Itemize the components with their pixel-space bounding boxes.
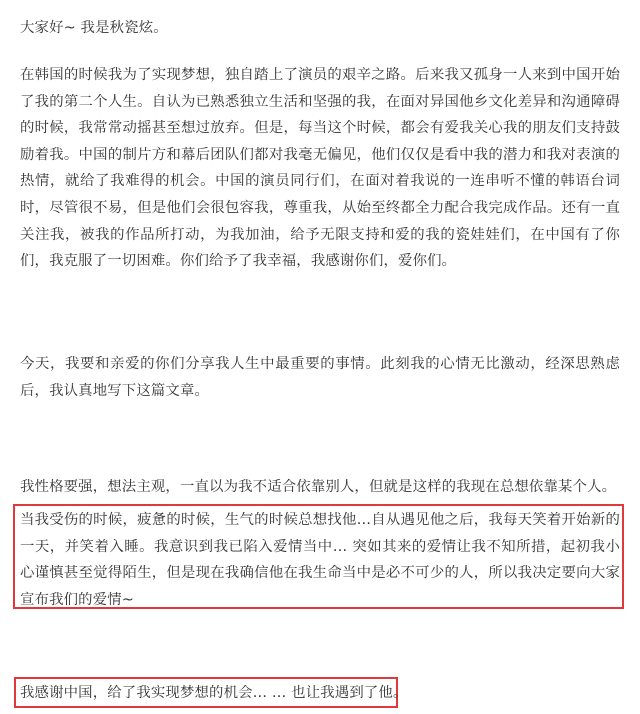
thanks-paragraph: 我感谢中国，给了我实现梦想的机会… … 也让我遇到了他。: [20, 685, 408, 701]
announcement-intro-paragraph: 今天，我要和亲爱的你们分享我人生中最重要的事情。此刻我的心情无比激动，经深思熟虑后，我认真地写下这篇文章。: [20, 356, 620, 399]
highlight-box-love: [13, 504, 624, 609]
greeting-paragraph: 大家好~ 我是秋瓷炫。: [20, 20, 168, 36]
personality-paragraph: 我性格要强，想法主观，一直以为我不适合依靠别人，但就是这样的我现在总想依靠某个人。: [20, 479, 617, 495]
highlight-box-thanks: [14, 677, 408, 708]
love-paragraph: 当我受伤的时候，疲惫的时候，生气的时候总想找他…自从遇见他之后，我每天笑着开始新的一天，并笑着入睡。我意识到我已陷入爱情当中… 突如其来的爱情让我不知所措，起初我小心谨慎甚至觉得陌生，但是现在我确信他在我生命当中是必不可少的人，所以我决定要向大家宣布我们的爱情~: [20, 512, 620, 608]
dream-paragraph: 在韩国的时候我为了实现梦想，独自踏上了演员的艰辛之路。后来我又孤身一人来到中国开始了我的第二个人生。自认为已熟悉独立生活和坚强的我，在面对异国他乡文化差异和沟通障碍的时候，我常常动摇甚至想过放弃。但是，每当这个时候，都会有爱我关心我的朋友们支持鼓励着我。中国的制片方和幕后团队们都对我毫无偏见，他们仅仅是看中我的潜力和我对表演的热情，就给了我难得的机会。中国的演员同行们，在面对着我说的一连串听不懂的韩语台词时，尽管很不易，但是他们会很包容我，尊重我，从始至终都全力配合我完成作品。还有一直关注我，被我的作品所打动，为我加油，给予无限支持和爱的我的瓷娃娃们，在中国有了你们，我克服了一切困难。你们给予了我幸福，我感谢你们，爱你们。: [20, 67, 620, 270]
